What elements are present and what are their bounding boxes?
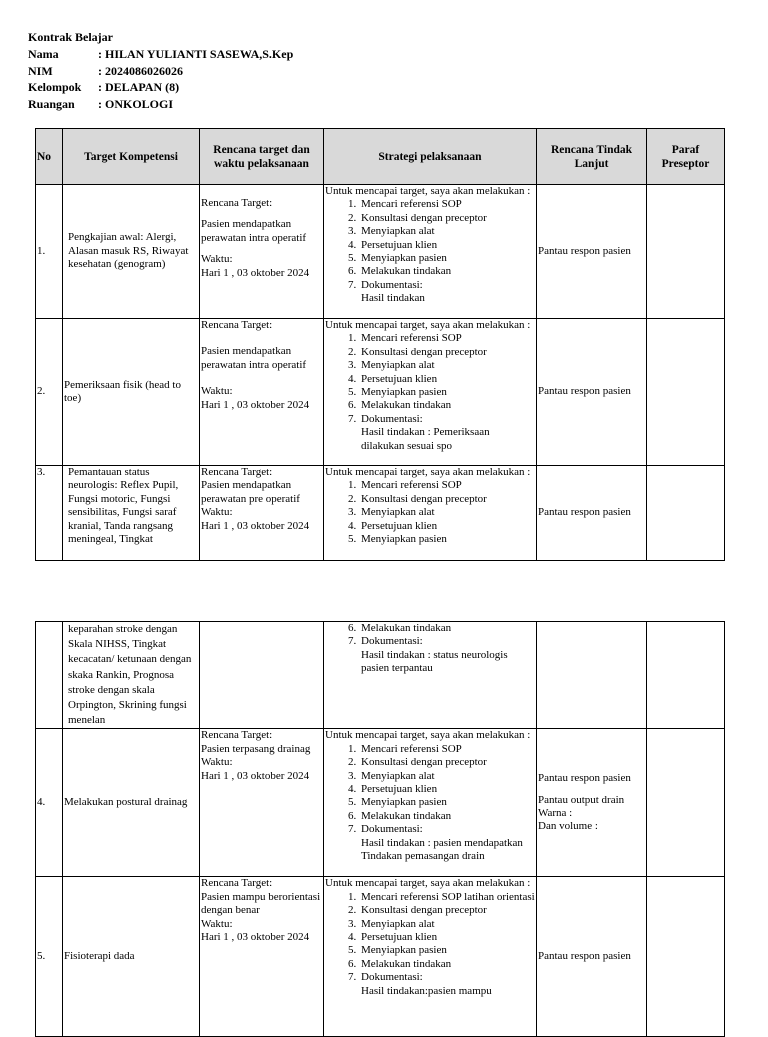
tindak-cell (537, 729, 647, 877)
strategy-step: 2. Konsultasi dengan preceptor (359, 346, 535, 359)
strategi-cell (324, 466, 537, 561)
strategy-step (359, 279, 535, 306)
rencana-target: Pasien mendapatkan perawatan pre operatif (201, 479, 300, 505)
hasil-tindakan: Hasil tindakan (361, 292, 425, 305)
hasil-tindakan: Hasil tindakan : Pemeriksaan dilakukan sesuai spo (361, 426, 490, 452)
strategy-step: 5. Menyiapkan pasien (359, 533, 535, 546)
hasil-tindakan: Hasil tindakan:pasien mampu (361, 984, 492, 997)
strategy-step: 6. Melakukan tindakan (359, 265, 535, 278)
strategy-intro: Untuk mencapai target, saya akan melakukan : (325, 185, 531, 197)
header-value: : ONKOLOGI (98, 97, 174, 112)
rencana-cell (200, 185, 324, 319)
strategy-step: 3. Menyiapkan alat (359, 225, 535, 238)
col-header-no: No (36, 129, 63, 185)
strategy-step: 3. Menyiapkan alat (359, 918, 535, 931)
strategy-step: 5. Menyiapkan pasien (359, 252, 535, 265)
hasil-tindakan: Hasil tindakan : pasien mendapatkan Tindakan pemasangan drain (361, 836, 523, 863)
tindak-cell: Pantau respon pasien (537, 466, 647, 561)
document-header (28, 29, 293, 113)
paraf-cell[interactable] (647, 319, 725, 466)
target-cell: Pemantauan status neurologis: Reflex Pupil, Fungsi motoric, Fungsi sensibilitas, Fungsi saraf kranial, Tanda rangsang meningeal, Tingkat (63, 466, 200, 561)
tindak-line: Dan volume : (538, 820, 598, 833)
rencana-target: Pasien mampu berorientasi dengan benar (201, 890, 321, 917)
row-number: 3. (36, 466, 63, 561)
strategy-step: 4. Persetujuan klien (359, 931, 535, 944)
strategy-step: 1. Mencari referensi SOP (359, 743, 535, 756)
waktu-value: Hari 1 , 03 oktober 2024 (201, 266, 310, 279)
strategy-steps (325, 622, 535, 676)
strategi-cell (324, 185, 537, 319)
tindak-cell: Pantau respon pasien (537, 319, 647, 466)
strategy-steps (325, 332, 535, 453)
tindak-line: Warna : (538, 806, 573, 819)
table-row (36, 319, 725, 466)
header-row-ruangan (28, 96, 293, 113)
strategy-step: 6. Melakukan tindakan (359, 399, 535, 412)
strategy-step: 5. Menyiapkan pasien (359, 796, 535, 809)
col-header-paraf: Paraf Preseptor (647, 129, 725, 185)
waktu-label: Waktu: (201, 253, 233, 266)
paraf-cell[interactable] (647, 729, 725, 877)
header-label: NIM (28, 63, 53, 78)
row-number-empty (36, 622, 63, 729)
col-header-strategi: Strategi pelaksanaan (324, 129, 537, 185)
strategy-step: 3. Menyiapkan alat (359, 770, 535, 783)
col-header-tindak: Rencana Tindak Lanjut (537, 129, 647, 185)
strategy-step: 6. Melakukan tindakan (359, 810, 535, 823)
rencana-label: Rencana Target: (201, 877, 273, 890)
waktu-label: Waktu: (201, 756, 233, 769)
rencana-cell (200, 729, 324, 877)
paraf-cell[interactable] (647, 466, 725, 561)
header-value: : DELAPAN (8) (98, 80, 180, 95)
paraf-cell[interactable] (647, 185, 725, 319)
strategy-step-label: 7. Dokumentasi: (361, 635, 423, 648)
strategi-cell (324, 877, 537, 1037)
strategy-intro: Untuk mencapai target, saya akan melakukan : (325, 877, 531, 890)
strategy-step: 6. Melakukan tindakan (359, 958, 535, 971)
strategy-step: 4. Persetujuan klien (359, 239, 535, 252)
header-row-nim (28, 63, 293, 80)
strategy-step: 4. Persetujuan klien (359, 373, 535, 386)
strategy-step (359, 823, 535, 863)
strategi-cell (324, 319, 537, 466)
waktu-value: Hari 1 , 03 oktober 2024 (201, 519, 310, 532)
waktu-value: Hari 1 , 03 oktober 2024 (201, 398, 310, 411)
rencana-label: Rencana Target: (201, 319, 273, 331)
strategy-steps (325, 479, 535, 546)
target-cell: Fisioterapi dada (63, 877, 200, 1037)
row-number: 1. (36, 185, 63, 319)
table-row-continued (36, 622, 725, 729)
header-value: : HILAN YULIANTI SASEWA,S.Kep (98, 46, 294, 61)
tindak-cell-empty (537, 622, 647, 729)
strategy-step: 3. Menyiapkan alat (359, 359, 535, 372)
header-row-kelompok (28, 79, 293, 96)
table-row (36, 877, 725, 1037)
row-number: 5. (36, 877, 63, 1037)
tindak-line: Pantau output drain (538, 793, 625, 806)
rencana-cell (200, 466, 324, 561)
strategy-step: 2. Konsultasi dengan preceptor (359, 212, 535, 225)
table-row (36, 466, 725, 561)
strategy-steps (325, 198, 535, 305)
strategy-step: 1. Mencari referensi SOP (359, 479, 535, 492)
strategy-steps (325, 743, 535, 864)
rencana-target: Pasien terpasang drainag (201, 742, 311, 755)
target-cell: Melakukan postural drainag (63, 729, 200, 877)
strategy-intro: Untuk mencapai target, saya akan melakukan : (325, 466, 531, 478)
strategy-step: 4. Persetujuan klien (359, 520, 535, 533)
strategy-step-label: 7. Dokumentasi: (361, 412, 423, 425)
rencana-cell-empty (200, 622, 324, 729)
strategy-step-label: 7. Dokumentasi: (361, 971, 423, 984)
strategy-intro: Untuk mencapai target, saya akan melakukan : (325, 729, 531, 742)
contract-table-page-1 (35, 128, 725, 561)
table-row (36, 729, 725, 877)
rencana-cell (200, 877, 324, 1037)
header-label: Nama (28, 46, 59, 61)
paraf-cell[interactable] (647, 877, 725, 1037)
waktu-label: Waktu: (201, 385, 233, 398)
row-number: 2. (36, 319, 63, 466)
row-number: 4. (36, 729, 63, 877)
target-cell: keparahan stroke dengan Skala NIHSS, Tingkat kecacatan/ ketunaan dengan skaka Rankin, Prognosa stroke dengan skala Orpington, Skrining fungsi menelan (63, 622, 200, 729)
strategy-step: 6. Melakukan tindakan (359, 622, 535, 635)
strategy-steps (325, 891, 535, 998)
rencana-label: Rencana Target: (201, 466, 273, 478)
strategy-intro: Untuk mencapai target, saya akan melakukan : (325, 319, 531, 331)
tindak-line: Pantau respon pasien (538, 772, 631, 785)
table-header-row (36, 129, 725, 185)
table-row (36, 185, 725, 319)
header-label: Kelompok (28, 80, 82, 95)
target-cell: Pemeriksaan fisik (head to toe) (63, 319, 200, 466)
rencana-label: Rencana Target: (201, 197, 273, 209)
strategy-step (359, 971, 535, 998)
waktu-label: Waktu: (201, 917, 233, 930)
strategy-step: 5. Menyiapkan pasien (359, 944, 535, 957)
strategy-step: 1. Mencari referensi SOP (359, 332, 535, 345)
strategy-step: 4. Persetujuan klien (359, 783, 535, 796)
paraf-cell[interactable] (647, 622, 725, 729)
header-value: : 2024086026026 (98, 63, 183, 78)
header-label: Ruangan (28, 97, 75, 112)
strategy-step-label: 7. Dokumentasi: (361, 278, 423, 291)
rencana-label: Rencana Target: (201, 729, 273, 742)
strategy-step: 2. Konsultasi dengan preceptor (359, 756, 535, 769)
rencana-target: Pasien mendapatkan perawatan intra operatif (201, 218, 307, 244)
header-row-nama (28, 46, 293, 63)
strategy-step: 2. Konsultasi dengan preceptor (359, 904, 535, 917)
hasil-tindakan: Hasil tindakan : status neurologis pasien terpantau (361, 648, 508, 675)
strategi-cell (324, 622, 537, 729)
strategy-step: 5. Menyiapkan pasien (359, 386, 535, 399)
strategi-cell (324, 729, 537, 877)
strategy-step: 1. Mencari referensi SOP (359, 198, 535, 211)
col-header-target: Target Kompetensi (63, 129, 200, 185)
strategy-step (359, 635, 535, 675)
contract-table-page-2 (35, 621, 725, 1037)
document-title: Kontrak Belajar (28, 30, 113, 44)
col-header-rencana: Rencana target dan waktu pelaksanaan (200, 129, 324, 185)
strategy-step: 2. Konsultasi dengan preceptor (359, 493, 535, 506)
rencana-cell (200, 319, 324, 466)
waktu-value: Hari 1 , 03 oktober 2024 (201, 931, 310, 944)
strategy-step (359, 413, 535, 453)
strategy-step: 1. Mencari referensi SOP latihan orientasi (359, 891, 535, 904)
tindak-cell: Pantau respon pasien (537, 185, 647, 319)
tindak-cell: Pantau respon pasien (537, 877, 647, 1037)
target-cell: Pengkajian awal: Alergi, Alasan masuk RS, Riwayat kesehatan (genogram) (63, 185, 200, 319)
strategy-step: 3. Menyiapkan alat (359, 506, 535, 519)
strategy-step-label: 7. Dokumentasi: (361, 823, 423, 836)
waktu-value: Hari 1 , 03 oktober 2024 (201, 769, 310, 782)
waktu-label: Waktu: (201, 506, 233, 519)
rencana-target: Pasien mendapatkan perawatan intra operatif (201, 345, 307, 371)
